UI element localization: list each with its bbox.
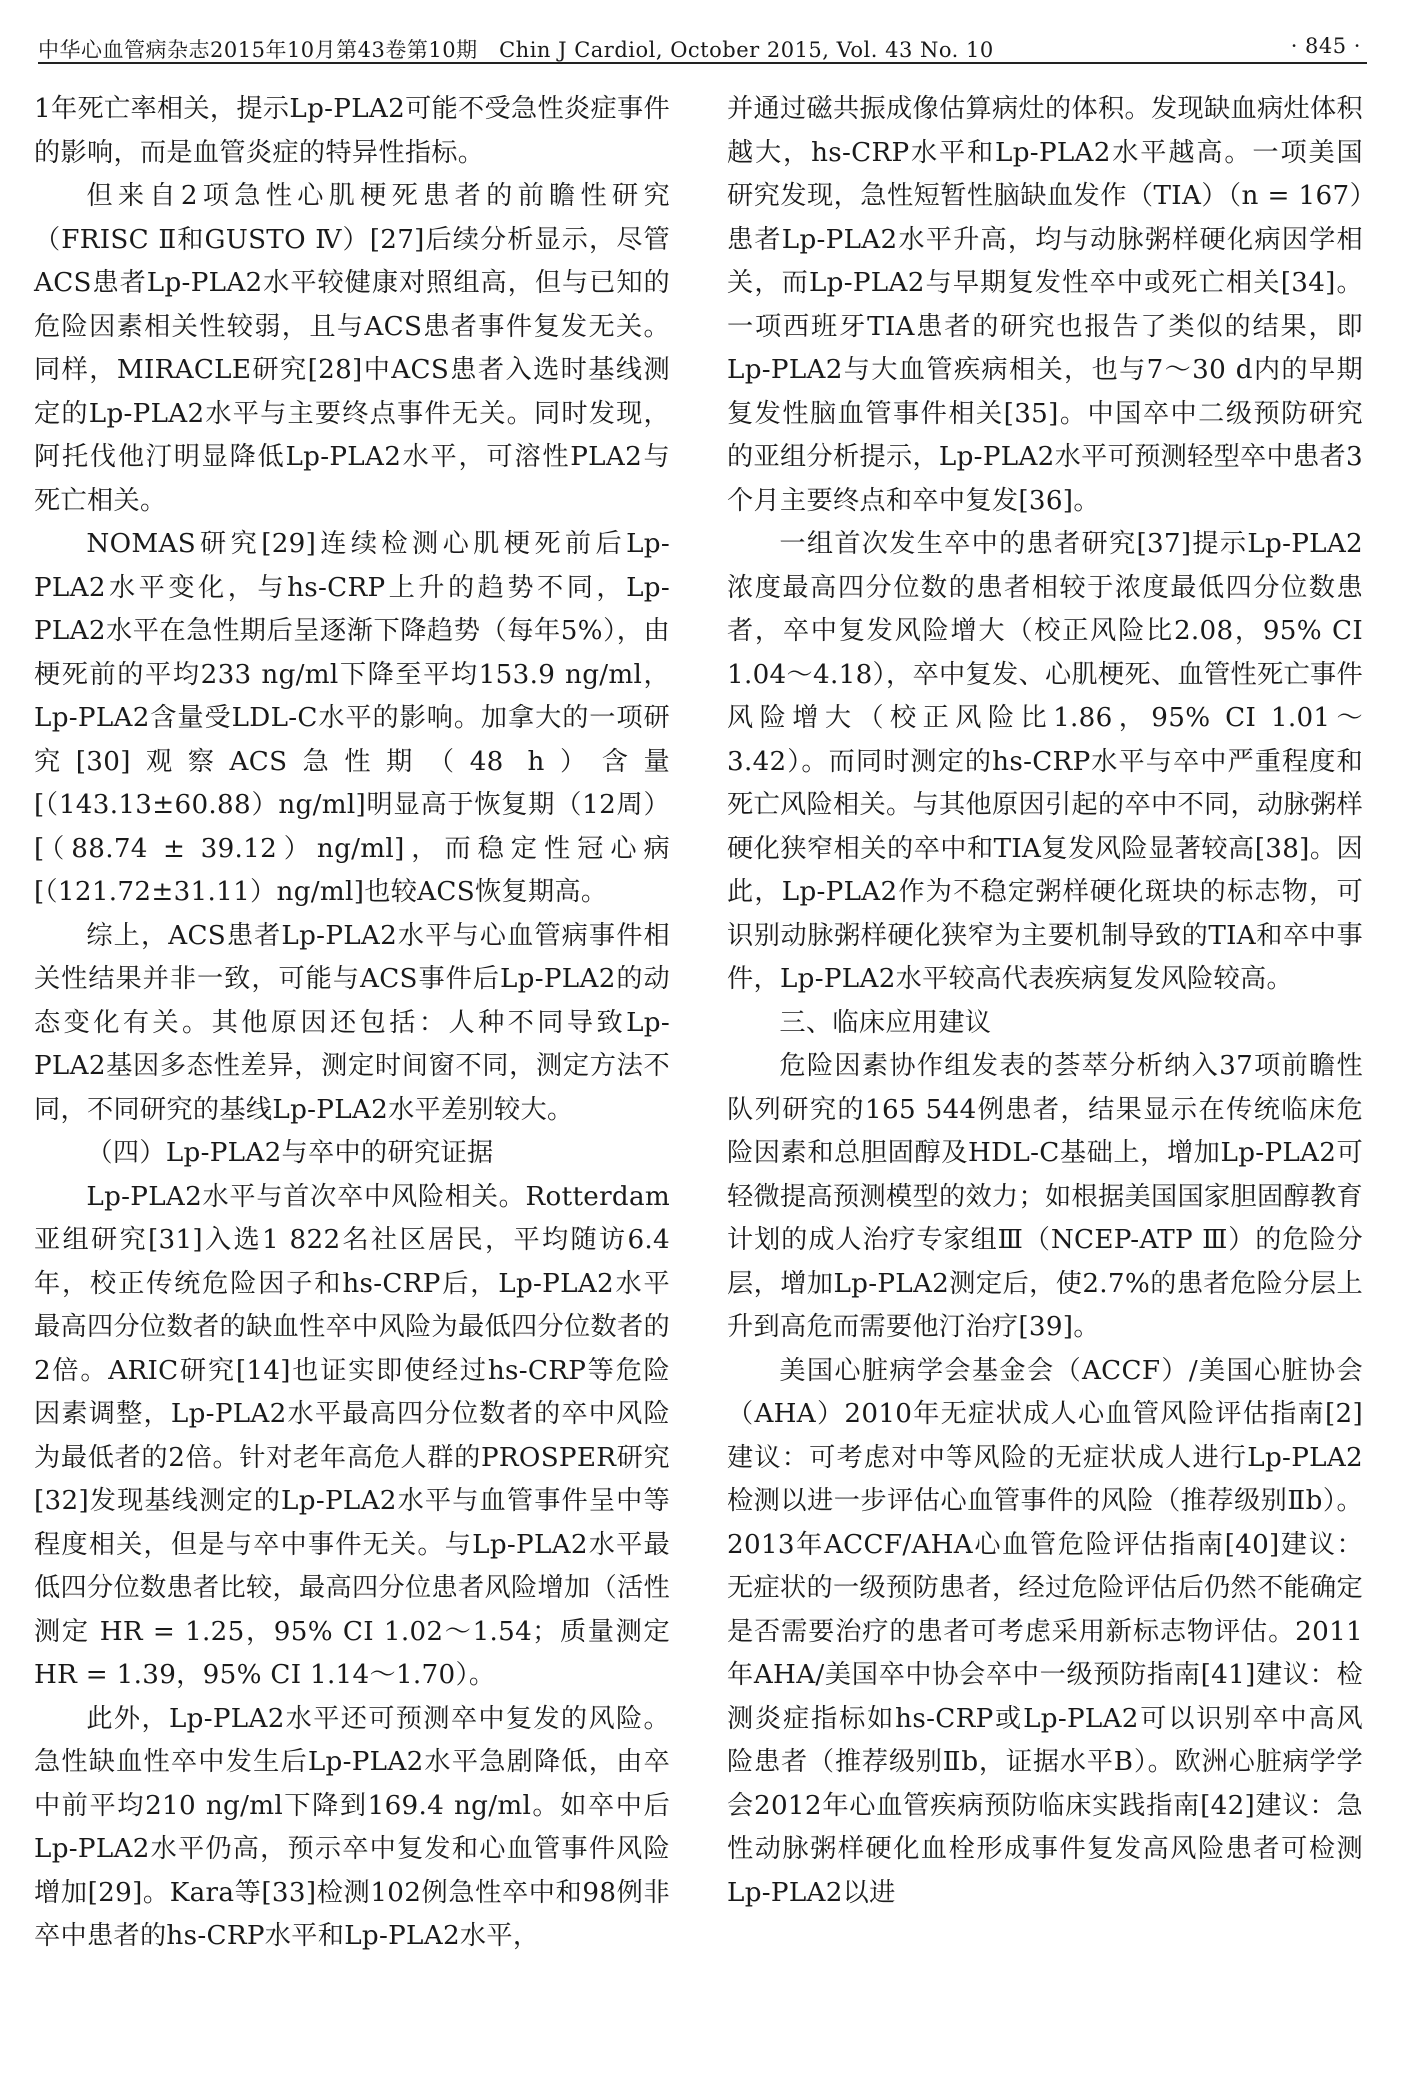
paragraph: 一组首次发生卒中的患者研究[37]提示Lp-PLA2浓度最高四分位数的患者相较于浓度最低四分位数患者，卒中复发风险增大（校正风险比2.08，95% CI 1.04～4.18），卒中复发、心肌梗死、血管性死亡事件风险增大（校正风险比1.86，95% CI 1.01～3.42）。而同时测定的hs-CRP水平与卒中严重程度和死亡风险相关。与其他原因引起的卒中不同，动脉粥样硬化狭窄相关的卒中和TIA复发风险显著较高[38]。因此，Lp-PLA2作为不稳定粥样硬化斑块的标志物，可识别动脉粥样硬化狭窄为主要机制导致的TIA和卒中事件，Lp-PLA2水平较高代表疾病复发风险较高。 [727,529,1363,994]
paragraph-continued: 并通过磁共振成像估算病灶的体积。发现缺血病灶体积越大，hs-CRP水平和Lp-PLA2水平越高。一项美国研究发现，急性短暂性脑缺血发作（TIA）（n = 167）患者Lp-PLA2水平升高，均与动脉粥样硬化病因学相关，而Lp-PLA2与早期复发性卒中或死亡相关[34]。一项西班牙TIA患者的研究也报告了类似的结果，即Lp-PLA2与大血管疾病相关，也与7～30 d内的早期复发性脑血管事件相关[35]。中国卒中二级预防研究的亚组分析提示，Lp-PLA2水平可预测轻型卒中患者3个月主要终点和卒中复发[36]。 [727,94,1363,516]
paragraph: 危险因素协作组发表的荟萃分析纳入37项前瞻性队列研究的165 544例患者，结果显示在传统临床危险因素和总胆固醇及HDL-C基础上，增加Lp-PLA2可轻微提高预测模型的效力；如根据美国国家胆固醇教育计划的成人治疗专家组Ⅲ（NCEP-ATP Ⅲ）的危险分层，增加Lp-PLA2测定后，使2.7%的患者危险分层上升到高危而需要他汀治疗[39]。 [727,1051,1363,1342]
paragraph: NOMAS研究[29]连续检测心肌梗死前后Lp-PLA2水平变化，与hs-CRP上升的趋势不同，Lp-PLA2水平在急性期后呈逐渐下降趋势（每年5%），由梗死前的平均233 ng/ml下降至平均153.9 ng/ml，Lp-PLA2含量受LDL-C水平的影响。加拿大的一项研究[30]观察ACS急性期（48 h）含量[（143.13±60.88）ng/ml]明显高于恢复期（12周）[（88.74 ± 39.12）ng/ml]，而稳定性冠心病[（121.72±31.11）ng/ml]也较ACS恢复期高。 [34,529,670,907]
paragraph: 此外，Lp-PLA2水平还可预测卒中复发的风险。急性缺血性卒中发生后Lp-PLA2水平急剧降低，由卒中前平均210 ng/ml下降到169.4 ng/ml。如卒中后Lp-PLA2水平仍高，预示卒中复发和心血管事件风险增加[29]。Kara等[33]检测102例急性卒中和98例非卒中患者的hs-CRP水平和Lp-PLA2水平， [34,1703,670,1951]
paragraph: 但来自2项急性心肌梗死患者的前瞻性研究（FRISC Ⅱ和GUSTO Ⅳ）[27]后续分析显示，尽管ACS患者Lp-PLA2水平较健康对照组高，但与已知的危险因素相关性较弱，且与ACS患者事件复发无关。同样，MIRACLE研究[28]中ACS患者入选时基线测定的Lp-PLA2水平与主要终点事件无关。同时发现，阿托伐他汀明显降低Lp-PLA2水平，可溶性PLA2与死亡相关。 [34,181,670,516]
paragraph: Lp-PLA2水平与首次卒中风险相关。Rotterdam亚组研究[31]入选1 822名社区居民，平均随访6.4年，校正传统危险因子和hs-CRP后，Lp-PLA2水平最高四分位数者的缺血性卒中风险为最低四分位数者的2倍。ARIC研究[14]也证实即使经过hs-CRP等危险因素调整，Lp-PLA2水平最高四分位数者的卒中风险为最低者的2倍。针对老年高危人群的PROSPER研究[32]发现基线测定的Lp-PLA2水平与血管事件呈中等程度相关，但是与卒中事件无关。与Lp-PLA2水平最低四分位数患者比较，最高四分位患者风险增加（活性测定 HR = 1.25，95% CI 1.02～1.54；质量测定 HR = 1.39，95% CI 1.14～1.70）。 [34,1181,670,1690]
page-number: · 845 · [1290,34,1361,58]
paragraph-continued: 1年死亡率相关，提示Lp-PLA2可能不受急性炎症事件的影响，而是血管炎症的特异性指标。 [34,94,670,168]
running-header [38,30,1367,64]
paragraph: 综上，ACS患者Lp-PLA2水平与心血管病事件相关性结果并非一致，可能与ACS事件后Lp-PLA2的动态变化有关。其他原因还包括：人种不同导致Lp-PLA2基因多态性差异，测定时间窗不同，测定方法不同，不同研究的基线Lp-PLA2水平差别较大。 [34,920,670,1125]
left-column [34,88,670,1959]
section-heading: （四）Lp-PLA2与卒中的研究证据 [86,1138,494,1168]
right-column [727,88,1363,1915]
section-heading: 三、临床应用建议 [779,1007,992,1038]
paragraph: 美国心脏病学会基金会（ACCF）/美国心脏协会（AHA）2010年无症状成人心血管风险评估指南[2]建议：可考虑对中等风险的无症状成人进行Lp-PLA2检测以进一步评估心血管事件的风险（推荐级别Ⅱb）。2013年ACCF/AHA心血管危险评估指南[40]建议：无症状的一级预防患者，经过危险评估后仍然不能确定是否需要治疗的患者可考虑采用新标志物评估。2011年AHA/美国卒中协会卒中一级预防指南[41]建议：检测炎症指标如hs-CRP或Lp-PLA2可以识别卒中高风险患者（推荐级别Ⅱb，证据水平B）。欧洲心脏病学学会2012年心血管疾病预防临床实践指南[42]建议：急性动脉粥样硬化血栓形成事件复发高风险患者可检测Lp-PLA2以进 [727,1355,1363,1908]
journal-citation: 中华心血管病杂志2015年10月第43卷第10期 Chin J Cardiol, October 2015, Vol. 43 No. 10 [38,38,994,62]
